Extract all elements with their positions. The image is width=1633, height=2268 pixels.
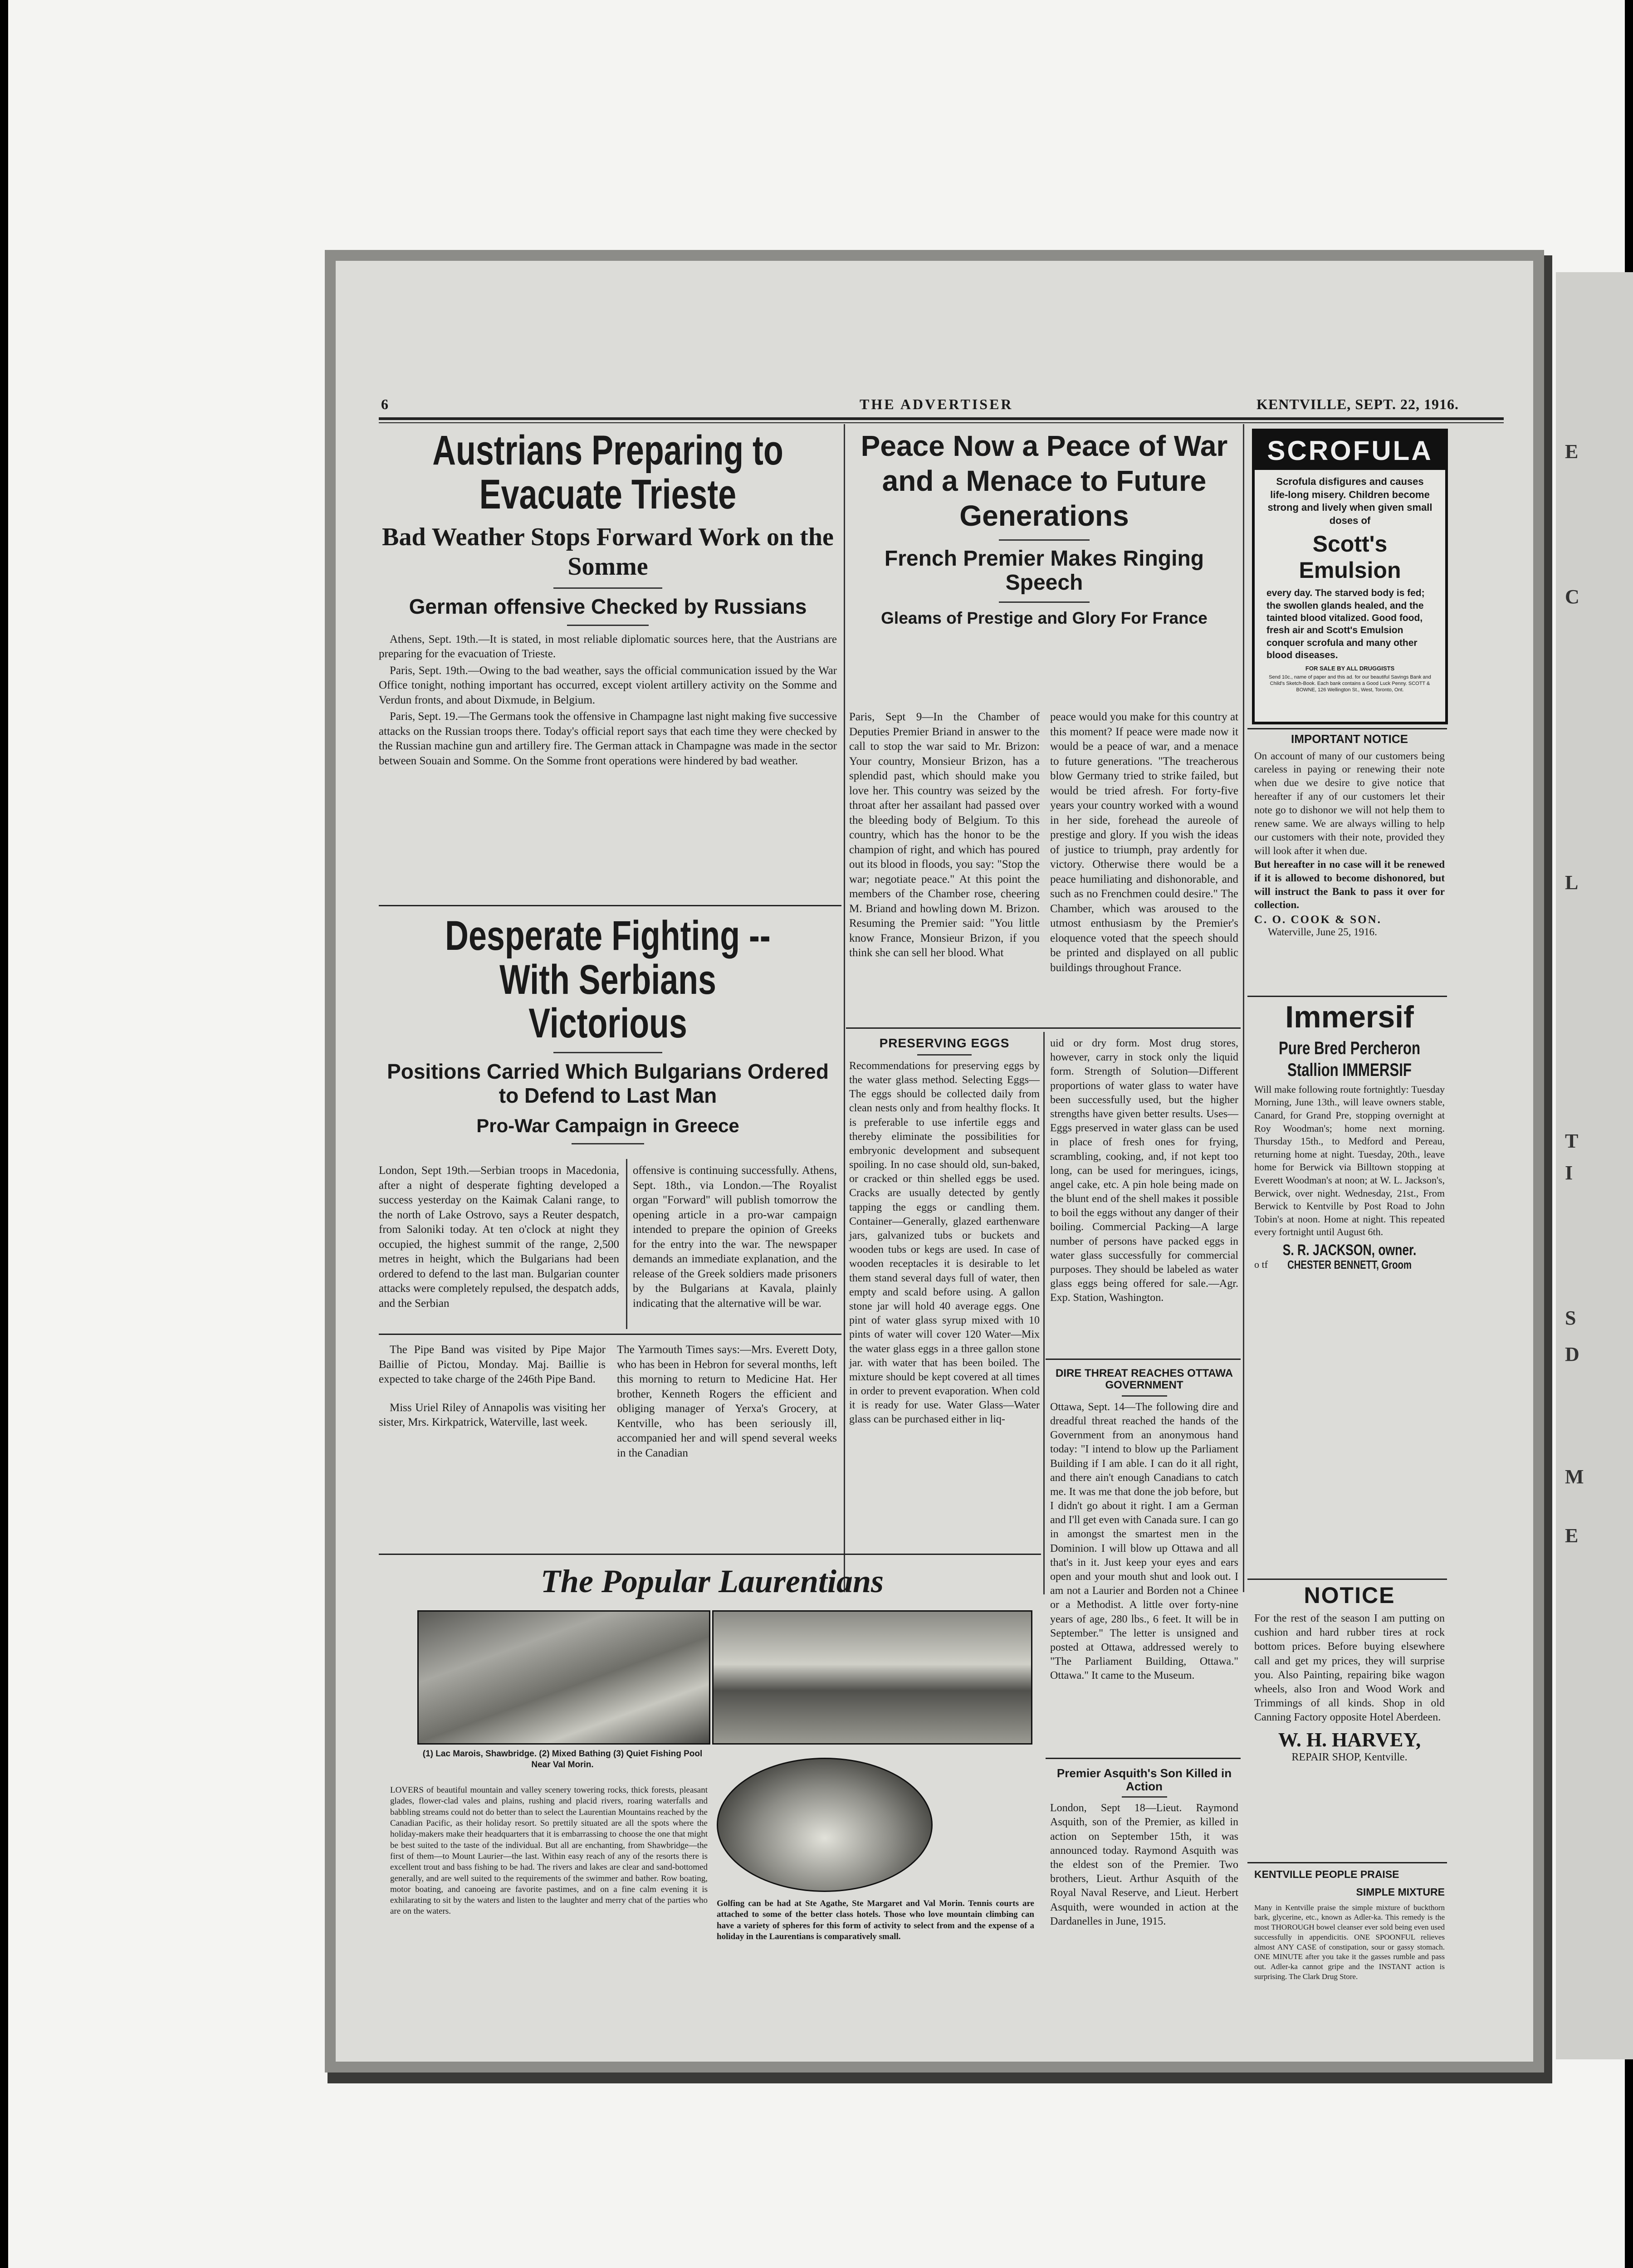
immersif-text: Will make following route fortnightly: Tuesday Morning, June 13th., will leave owners stable, Canard, for Grand Pre, stopping overnight at Roy Woodman's; home next morning. Thursday 15th., to Medford and Pereau, returning home at night. Tuesday, 20th., leave home for Berwick via Billtown stopping at Everett Woodman's at noon; at W. L. Jackson's, Berwick, over night. Wednesday, 21st., From Berwick to Kentville by Post Road to John Tobin's at noon. Home at night. This repeated every fortnight until August 6th.: [1254, 1083, 1445, 1238]
edge-glyph: D: [1565, 1343, 1579, 1365]
immersif-stallion: Stallion IMMERSIF: [1287, 1060, 1412, 1080]
notice-cook-signature: C. O. COOK & SON.: [1254, 914, 1382, 926]
asquith-body: London, Sept 18—Lieut. Raymond Asquith, son of the Premier, as killed in action on September 15th, it was announced today. Raymond Asquith was the eldest son of the Premier. Two brothers, Lieut. Arthur Asquith of the Royal Naval Reserve, and Lieut. Herbert Asquith, were wounded in action at the Dardanelles in June, 1915.: [1050, 1802, 1238, 1927]
subhead-serbians-1: Positions Carried Which Bulgarians Ordered to Defend to Last Man: [387, 1059, 829, 1107]
headline-serbians: Desperate Fighting --With Serbians Victorious: [445, 913, 771, 1047]
ad-scrofula: [1252, 429, 1448, 724]
eggs-col-2: uid or dry form. Most drug stores, however, carry in stock only the liquid form. Strength of Solution—Different proportions of water glass to water have been successfully used, but the higher strengths have given better results. Uses—Eggs preserved in water glass can be used in place of fresh ones for frying, scrambling, cooking, and, if not kept too long, can be used for meringues, icings, angel cake, etc. A pin hole being made on the blunt end of the shell makes it possible to boil the eggs without any danger of their boiling. Commercial Packing—A large number of persons have packed eggs in water glass successfully for commercial purposes. They should be labeled as water glass eggs being offered for sale.—Agr. Exp. Station, Washington.: [1050, 1037, 1238, 1304]
divider: [1247, 728, 1447, 729]
divider: [1046, 1359, 1241, 1360]
article-eggs: [849, 1036, 1040, 1427]
divider: [846, 1027, 1241, 1029]
scrofula-fine-print: Send 10c., name of paper and this ad. for our beautiful Savings Bank and Child's Sketch-Book. Each bank contains a Good Luck Penny. SCOTT & BOWNE, 126 Wellington St., West, Toronto, Ont.: [1269, 675, 1431, 693]
ad-immersif: [1254, 1000, 1445, 1271]
divider: [1046, 1758, 1241, 1759]
article-trieste-body: [379, 632, 837, 769]
paragraph: Paris, Sept. 19th.—Owing to the bad weather, says the official communication issued by the War Office tonight, nothing important has occurred, except violent artillery activity on the Somme and Verdun fronts, and about Dixmude, in Belgium.: [379, 664, 837, 706]
laurentians-col-1: LOVERS of beautiful mountain and valley scenery towering rocks, thick forests, pleasant glades, flower-clad vales and plains, rushing and placid rivers, roaring waterfalls and babbling streams could not do better than to select the Laurentian Mountains reached by the Canadian Pacific, as their holiday resort. So prettily situated are all the spots where the holiday-makers make their headquarters that it is embarrassing to choose the one that might be best suited to the taste of the individual. But all are enchanting, from Shawbridge—the first of them—to Mount Laurier—the last. Within easy reach of any of the resorts there is excellent trout and bass fishing to be had. The rivers and lakes are clear and sand-bottomed generally, and are well suited to the requirements of the swimmer and bather. Row boating, motor boating, and canoeing are favorite pastimes, and on a fine calm evening it is exhilarating to sit by the waters and listen to the laughter and merry chat of the parties who are on the waters.: [390, 1785, 708, 1916]
notice-cook-headline: IMPORTANT NOTICE: [1291, 732, 1408, 746]
serbians-col-1: London, Sept 19th.—Serbian troops in Macedonia, after a night of desperate fighting developed a success yesterday on the Kaimak Calani range, to the north of Lake Ostrovo, says a Reuter despatch, from Saloniki today. At ten o'clock at night they occupied, the highest summit of the range, 2,500 metres in height, which the Bulgarians had been ordered to defend to the last man. Bulgarian counter attacks were completely repulsed, the despatch adds, and the Serbian: [379, 1164, 619, 1310]
paragraph: Athens, Sept. 19th.—It is stated, in most reliable diplomatic sources here, that the Austrians are preparing for the evacuation of Trieste.: [379, 633, 837, 660]
threat-body: Ottawa, Sept. 14—The following dire and dreadful threat reached the hands of the Government from an anonymous hand today: "I intend to blow up the Parliament Building if I am able. I can do it all right, and there ain't enough Canadians to catch me. It was me that done the job before, but I didn't go about it right. I am a German and I'll get even with Canada sure. I can go in amongst the smartest men in the Dominion. I will blow up Ottawa and all that's in it. Just keep your eyes and ears open and your mouth shut and look out. I am not a Laurier and Borden not a Chinee or a Methodist. A little over forty-nine years of age, 280 lbs., 6 feet. It will be in September." The letter is unsigned and posted at Ottawa, addressed werely to "The Parliament Building, Ottawa." Ottawa." It came to the Museum.: [1050, 1401, 1238, 1682]
divider: [1247, 1579, 1447, 1580]
laurentians-col-2: Golfing can be had at Ste Agathe, Ste Margaret and Val Morin. Tennis courts are attached to some of the better class hotels. Those who love mountain climbing can have a variety of spheres for this form of activity to select from and the expense of a holiday in the Laurentians is comparatively small.: [717, 1899, 1034, 1941]
masthead-rule: [379, 417, 1504, 420]
divider: [1247, 1862, 1447, 1863]
immersif-subtitle: Pure Bred Percheron: [1278, 1038, 1421, 1058]
immersif-groom: CHESTER BENNETT, Groom: [1287, 1257, 1412, 1271]
article-trieste: [379, 429, 837, 770]
separator: [572, 1143, 644, 1144]
page-number: 6: [381, 396, 390, 412]
masthead-rule-thin: [379, 422, 1504, 423]
headline-threat: DIRE THREAT REACHES OTTAWA GOVERNMENT: [1055, 1367, 1233, 1392]
edge-glyph: C: [1565, 586, 1579, 608]
article-asquith: [1050, 1767, 1238, 1929]
edge-glyph: L: [1565, 871, 1579, 894]
edge-glyph: M: [1565, 1466, 1584, 1488]
peace-col-2: peace would you make for this country at this moment? If peace were made now it would be a peace of war, and a menace to future generations. "The treacherous blow Germany tried to strike failed, but would be tried afresh. For forty-five years your country worked with a wound in her side, forehead the aureole of prestige and glory. If you wish the ideas of justice to triumph, pray ardently for victory. Otherwise there would be a peace humiliating and dishonorable, and such as no Frenchmen could desire." The Chamber, which was aroused to the utmost enthusiasm by the Premier's eloquence voted that the speech should be printed and displayed on all public buildings throughout France.: [1050, 711, 1238, 974]
notice-harvey: [1254, 1583, 1445, 1764]
scan-border-left: [0, 0, 8, 2268]
eggs-col-1: Recommendations for preserving eggs by the water glass method. Selecting Eggs—The eggs should be collected daily from clean nests only and from healthy flocks. It is preferable to use infertile eggs and thereby eliminate the possibilities for embryonic development and subsequent spoiling. In no case should old, sun-baked, or cracked or thin shelled eggs be used. Cracks are usually detected by gently tapping the eggs or candling them. Container—Generally, glazed earthenware jars, galvanized tubs or buckets and wooden tubs or kegs are used. In case of wooden receptacles it is desirable to let them stand several days full of water, then empty and scald before using. A gallon stone jar will hold 40 average eggs. One pint of water glass syrup mixed with 10 pints of water will cover 120 Water—Mix the water glass eggs in a three gallon stone jar. with water that has been boiled. The mixture should be kept covered at all times in order to prevent evaporation. When cold it is ready for use. Water Glass—Water glass can be purchased either in liq-: [849, 1060, 1040, 1426]
headline-peace: Peace Now a Peace of War and a Menace to Future Generations: [861, 430, 1228, 532]
mixture-text: Many in Kentville praise the simple mixture of buckthorn bark, glycerine, etc., known as Adler-ka. This remedy is the most THOROUGH bowel cleanser ever sold being even used successfully in appendicitis. ONE SPOONFUL relieves almost ANY CASE of constipation, sour or gassy stomach. ONE MINUTE after you take it the gasses rumble and pass out. Adler-ka cannot gripe and the INSTANT action is surprising. The Clark Drug Store.: [1254, 1903, 1445, 1981]
scrofula-lead: Scrofula disfigures and causes life-long misery. Children become strong and lively when given small doses of: [1267, 476, 1433, 526]
article-threat: [1050, 1368, 1238, 1683]
paper-name: THE ADVERTISER: [860, 396, 1013, 412]
adjacent-page-edge: [1556, 272, 1633, 2059]
divider: [379, 905, 841, 906]
harvey-title: NOTICE: [1304, 1583, 1395, 1608]
notice-cook-dateline: Waterville, June 25, 1916.: [1268, 926, 1377, 938]
peace-col-1: Paris, Sept 9—In the Chamber of Deputies Premier Briand in answer to the call to stop the war said to Mr. Brizon: Your country, Monsieur Brizon, has a splendid past, which should make you love her. This country was seized by the throat after her assailant had passed over the bleeding body of Belgium. To this country, which has the honor to be the champion of right, and which has poured out its blood in floods, you say: "Stop the war; negotiate peace." At this point the members of the Chamber rose, cheering M. Briand and howling down M. Brizon. Resuming the Premier said: "You little know France, Monsieur Brizon, if you think she can sell her blood. What: [849, 711, 1040, 959]
separator: [999, 539, 1090, 541]
headline-laurentians: The Popular Laurentians: [540, 1563, 884, 1599]
headline-asquith: Premier Asquith's Son Killed in Action: [1056, 1766, 1232, 1793]
serbians-col-2: offensive is continuing successfully. Athens, Sept. 18th., via London.—The Royalist organ "Forward" will publish tomorrow the opening article in a pro-war campaign intended to prepare the opinion of Greeks for the entry into the war. The newspaper demands an immediate explanation, and the release of the Greek soldiers made prisoners by the Bulgarians at Kavala, plainly indicating that the alternative will be war.: [633, 1164, 837, 1310]
subhead-peace-1: French Premier Makes Ringing Speech: [884, 547, 1204, 595]
harvey-text: For the rest of the season I am putting on cushion and hard rubber tires at rock bottom prices. Before buying elsewhere call and get my prices, they will surprise you. Also Painting, repairing bike wagon wheels, also Iron and Wood Work and Trimmings of all kinds. Shop in old Canning Factory opposite Hotel Aberdeen.: [1254, 1613, 1445, 1724]
column-rule-2: [1243, 424, 1244, 1592]
divider: [379, 1554, 1041, 1555]
separator: [1122, 1796, 1167, 1798]
scrofula-druggists: FOR SALE BY ALL DRUGGISTS: [1305, 665, 1395, 672]
photo-caption: (1) Lac Marois, Shawbridge. (2) Mixed Bathing (3) Quiet Fishing Pool Near Val Morin.: [422, 1749, 703, 1770]
edge-glyph: I: [1565, 1162, 1573, 1184]
notice-cook-text: On account of many of our customers being careless in paying or renewing their note when due we desire to give notice that hereafter if any of our customers let their note go to dishonor we will not help them to renew same. We are always willing to help our customers with their note, provided they will look after it when due.: [1254, 750, 1445, 856]
photo-mixed-bathing: [712, 1610, 1032, 1745]
edge-glyph: E: [1565, 440, 1579, 463]
scrofula-brand: Scott's Emulsion: [1299, 531, 1401, 583]
scrofula-title: SCROFULA: [1255, 431, 1445, 470]
headline-eggs: PRESERVING EGGS: [879, 1036, 1010, 1050]
divider: [1247, 996, 1447, 997]
separator: [553, 587, 662, 589]
locals-col-2: The Yarmouth Times says:—Mrs. Everett Doty, who has been in Hebron for several months, left this morning to return to Medicine Hat. Her brother, Kenneth Rogers the efficient and obliging manager of Yerxa's Grocery, at Kentville, who has been seriously ill, accompanied her and will spend several weeks in the Canadian: [617, 1344, 837, 1459]
headline-trieste: Austrians Preparing to Evacuate Trieste: [432, 427, 783, 518]
harvey-shop: REPAIR SHOP, Kentville.: [1291, 1751, 1408, 1764]
scrofula-body: every day. The starved body is fed; the swollen glands healed, and the tainted blood vitalized. Good food, fresh air and Scott's Emulsion conquer scrofula and many other blood diseases.: [1266, 588, 1425, 660]
subhead-trieste-2: German offensive Checked by Russians: [409, 594, 807, 618]
divider: [379, 1334, 841, 1335]
ad-mixture: [1254, 1869, 1445, 1982]
local-riley: Miss Uriel Riley of Annapolis was visiting her sister, Mrs. Kirkpatrick, Waterville, last week.: [379, 1401, 606, 1428]
separator: [917, 1054, 972, 1056]
separator: [567, 625, 649, 626]
article-serbians: [379, 914, 837, 1151]
edge-glyph: E: [1565, 1525, 1579, 1547]
notice-cook-bold: But hereafter in no case will it be renewed if it is allowed to become dishonored, but will instruct the Bank to pass it over for collection.: [1254, 858, 1445, 911]
separator: [999, 601, 1090, 603]
subhead-trieste-1: Bad Weather Stops Forward Work on the Somme: [382, 523, 834, 581]
immersif-owner: S. R. JACKSON, owner.: [1282, 1241, 1417, 1259]
separator: [1122, 1395, 1167, 1397]
column-rule-4: [626, 1159, 627, 1329]
photo-lac-marois: [417, 1610, 710, 1745]
paragraph: Paris, Sept. 19.—The Germans took the offensive in Champagne last night making five successive attacks on the Russian troops there. Today's official report says that each time they were checked by the Russian machine gun and artillery fire. The German attack in Champagne was made in the sector between Souain and Somme. On the Somme front operations were hindered by bad weather.: [379, 710, 837, 767]
laurentians-ad: [390, 1563, 1034, 1600]
mixture-headline-2: SIMPLE MIXTURE: [1356, 1886, 1445, 1898]
subhead-serbians-2: Pro-War Campaign in Greece: [476, 1114, 739, 1136]
separator: [553, 1052, 662, 1053]
locals-col-1: [379, 1343, 606, 1432]
edge-glyph: S: [1565, 1307, 1576, 1329]
notice-cook: [1254, 733, 1445, 938]
article-peace: [849, 429, 1239, 628]
column-rule-1: [844, 424, 845, 1592]
immersif-title: Immersif: [1285, 1000, 1414, 1034]
mixture-headline-1: KENTVILLE PEOPLE PRAISE: [1254, 1868, 1399, 1880]
column-rule-3: [1043, 1032, 1045, 1594]
edge-glyph: T: [1565, 1130, 1579, 1152]
newspaper-page: [336, 261, 1533, 2062]
date-line: KENTVILLE, SEPT. 22, 1916.: [1257, 396, 1459, 412]
harvey-name: W. H. HARVEY,: [1278, 1728, 1421, 1751]
photo-fishing-pool: [717, 1758, 933, 1892]
local-pipe-band: The Pipe Band was visited by Pipe Major Baillie of Pictou, Monday. Maj. Baillie is expected to take charge of the 246th Pipe Band.: [379, 1344, 606, 1385]
subhead-peace-2: Gleams of Prestige and Glory For France: [881, 608, 1208, 627]
immersif-marker: o tf: [1254, 1258, 1268, 1270]
